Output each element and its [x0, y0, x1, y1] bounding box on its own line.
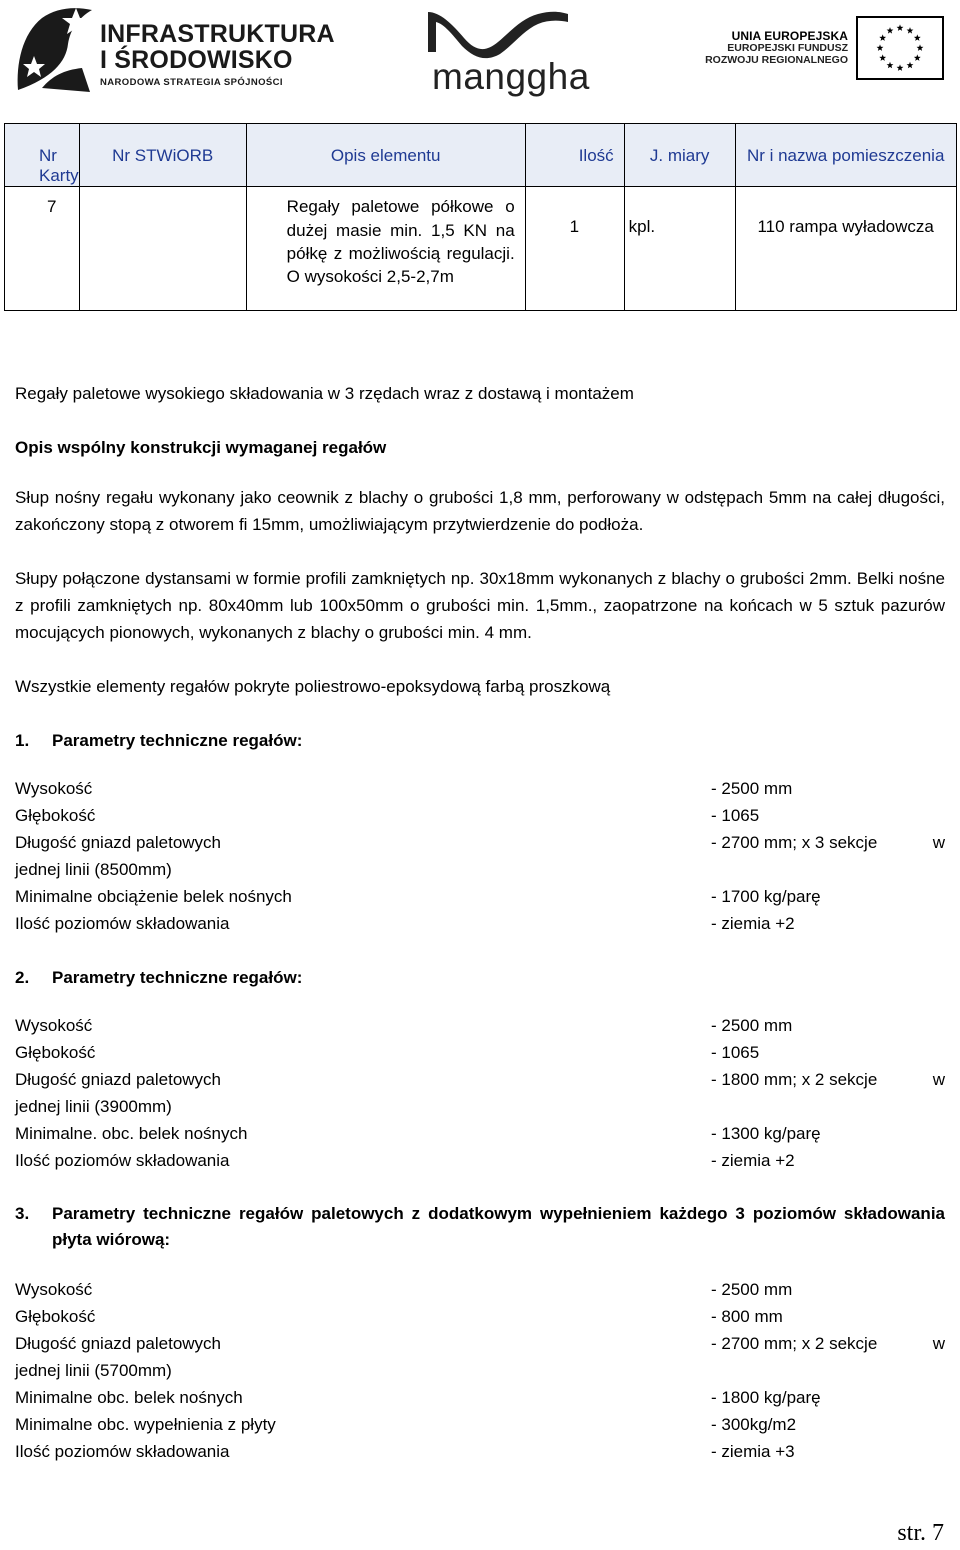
paragraph-slupy: Słupy połączone dystansami w formie profili zamkniętych np. 30x18mm wykonanych z blachy o grubości 2mm. Belki nośne z profili zamkniętych np. 80x40mm lub 100x50mm o grubości min. 1,5mm., zaopatrzone na końcach w 5 sztuk pazurów mocujących pionowych, wykonanych z blachy o grubości min. 4 mm.	[15, 569, 945, 642]
logo-manggha-word: manggha	[432, 56, 590, 97]
param-row: Głębokość - 800 mm	[15, 1307, 783, 1326]
items-table	[4, 123, 957, 311]
table-row	[5, 187, 957, 311]
header-logos	[0, 0, 960, 110]
common-construction-title: Opis wspólny konstrukcji wymaganej regałów	[15, 438, 387, 457]
page-number: str. 7	[897, 1520, 944, 1546]
header-opis-elementu: Opis elementu	[246, 124, 525, 187]
param-row: Minimalne. obc. belek nośnych - 1300 kg/parę	[15, 1124, 821, 1143]
eu-flag-icon	[856, 16, 944, 80]
param-row: Minimalne obciążenie belek nośnych - 1700 kg/parę	[15, 887, 821, 906]
logo-manggha	[412, 2, 590, 102]
param-row: Wysokość - 2500 mm	[15, 779, 793, 798]
param-row: Głębokość - 1065	[15, 806, 760, 825]
param-row: Długość gniazd paletowych - 1800 mm; x 2 sekcje w jednej linii (3900mm)	[15, 1070, 945, 1116]
header-pomieszczenie: Nr i nazwa pomieszczenia	[735, 124, 956, 187]
section-3-params	[15, 1276, 945, 1465]
intro-text: Regały paletowe wysokiego składowania w 3 rzędach wraz z dostawą i montażem	[15, 384, 634, 403]
param-row: Ilość poziomów składowania - ziemia +2	[15, 1151, 795, 1170]
param-row: Minimalne obc. belek nośnych - 1800 kg/parę	[15, 1388, 821, 1407]
section-2-heading: 2. Parametry techniczne regałów:	[15, 968, 303, 987]
cell-ilosc: 1	[525, 187, 624, 311]
infrastruktura-emblem-icon	[12, 4, 96, 92]
table-header-row	[5, 124, 957, 187]
logo-unia-europejska	[690, 8, 950, 84]
logo-left-line3: NARODOWA STRATEGIA SPÓJNOŚCI	[100, 77, 283, 88]
section-1-params	[15, 775, 945, 937]
cell-pomieszczenie: 110 rampa wyładowcza	[735, 187, 956, 311]
logo-right-line1: UNIA EUROPEJSKA	[731, 29, 848, 43]
section-2-params	[15, 1012, 945, 1174]
cell-nr-karty: 7	[5, 187, 80, 311]
manggha-wave-icon	[412, 2, 584, 62]
param-row: Długość gniazd paletowych - 2700 mm; x 3 sekcje w jednej linii (8500mm)	[15, 833, 945, 879]
param-row: Głębokość - 1065	[15, 1043, 760, 1062]
param-row: Ilość poziomów składowania - ziemia +2	[15, 914, 795, 933]
logo-right-line2: EUROPEJSKI FUNDUSZ	[727, 42, 848, 55]
cell-opis: Regały paletowe półkowe o dużej masie min. 1,5 KN na półkę z możliwością regulacji. O wysokości 2,5-2,7m	[246, 187, 525, 311]
logo-infrastruktura	[12, 4, 335, 96]
cell-jm: kpl.	[624, 187, 735, 311]
logo-left-line1: INFRASTRUKTURA	[100, 20, 335, 48]
header-nr-karty: Nr Karty	[5, 124, 80, 187]
cell-nr-stwiorb	[79, 187, 246, 311]
logo-left-line2: I ŚRODOWISKO	[100, 46, 293, 74]
param-row: Wysokość - 2500 mm	[15, 1016, 793, 1035]
param-row: Minimalne obc. wypełnienia z płyty - 300kg/m2	[15, 1415, 797, 1434]
header-ilosc: Ilość	[525, 124, 624, 187]
logo-right-line3: ROZWOJU REGIONALNEGO	[705, 54, 848, 67]
section-1-heading: 1. Parametry techniczne regałów:	[15, 731, 303, 750]
param-row: Wysokość - 2500 mm	[15, 1280, 793, 1299]
paragraph-slup: Słup nośny regału wykonany jako ceownik z blachy o grubości 1,8 mm, perforowany w odstępach 5mm na całej długości, zakończony stopą z otworem fi 15mm, umożliwiającym przytwierdzenie do podłoża.	[15, 488, 945, 534]
paragraph-wszystkie: Wszystkie elementy regałów pokryte poliestrowo-epoksydową farbą proszkową	[15, 677, 611, 696]
header-nr-stwiorb: Nr STWiORB	[79, 124, 246, 187]
param-row: Ilość poziomów składowania - ziemia +3	[15, 1442, 795, 1461]
param-row: Długość gniazd paletowych - 2700 mm; x 2 sekcje w jednej linii (5700mm)	[15, 1334, 945, 1380]
section-3-heading: 3. Parametry techniczne regałów paletowych z dodatkowym wypełnieniem każdego 3 poziomów składowania płyta wiórową:	[15, 1204, 945, 1250]
header-j-miary: J. miary	[624, 124, 735, 187]
